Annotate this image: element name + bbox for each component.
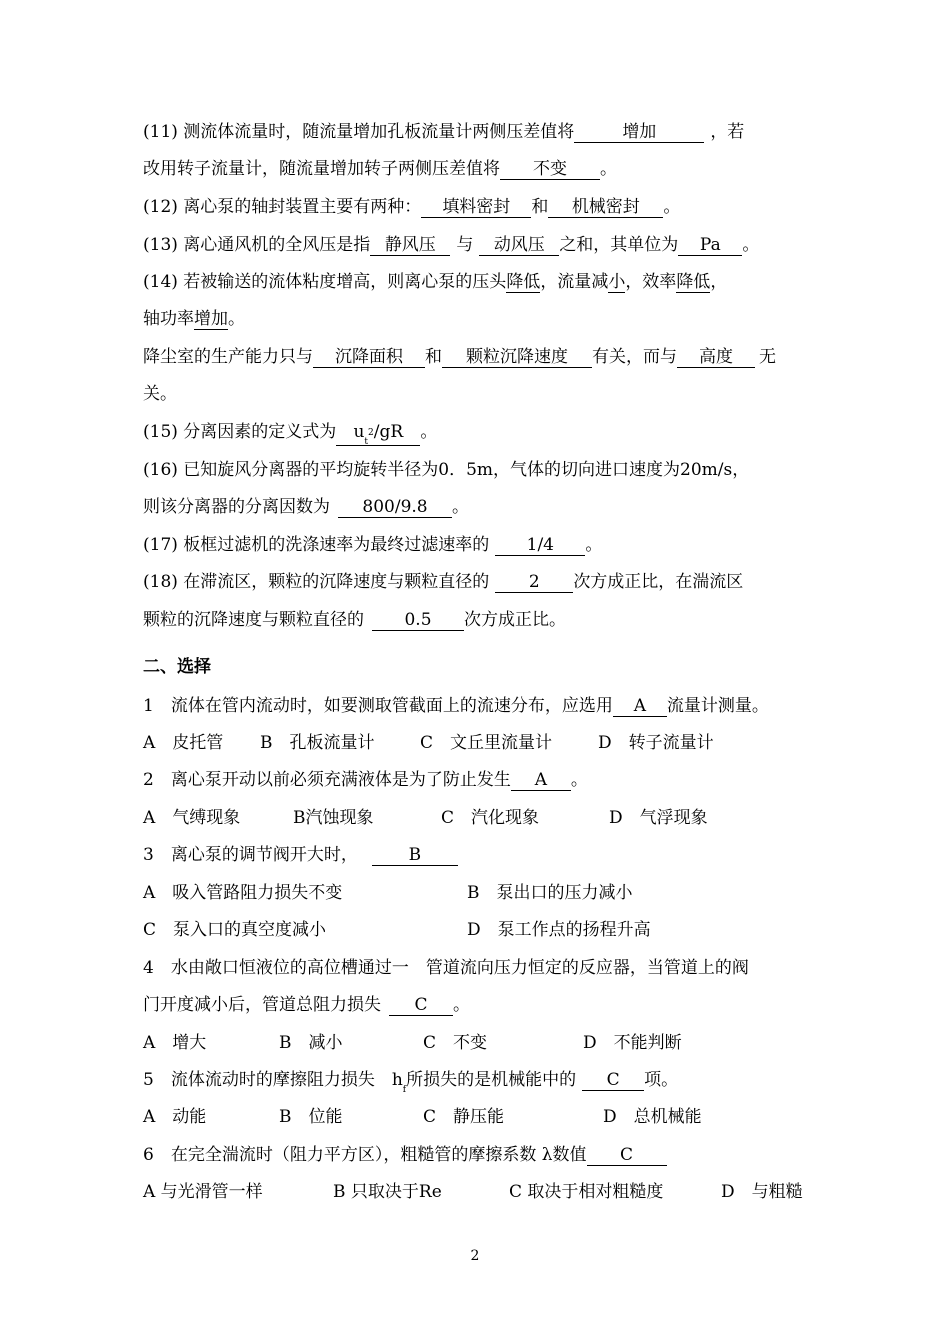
choice-6-options: A 与光滑管一样 B 只取决于Re C 取决于相对粗糙度 D 与粗糙 <box>143 1182 803 1202</box>
choice-1-options: A 皮托管 B 孔板流量计 C 文丘里流量计 D 转子流量计 <box>143 733 714 753</box>
q12-answer-1: 填料密封 <box>421 197 531 218</box>
choice-4-line2: 门开度减小后，管道总阻力损失 C 。 <box>143 995 470 1015</box>
choice-6-answer: C <box>587 1145 667 1166</box>
dust-answer-3: 高度 <box>677 347 755 368</box>
choice-2-options: A 气缚现象 B汽蚀现象 C 汽化现象 D 气浮现象 <box>143 808 708 828</box>
choice-4-answer: C <box>389 995 453 1016</box>
choice-4-options: A 增大 B 减小 C 不变 D 不能判断 <box>143 1033 682 1053</box>
section-heading: 二、选择 <box>143 657 211 677</box>
q16-answer: 800/9.8 <box>338 497 452 518</box>
dust-line1: 降尘室的生产能力只与 沉降面积 和 颗粒沉降速度 有关，而与 高度 无 <box>143 347 776 367</box>
q15-answer: $u_t2/gR$ <box>336 422 420 446</box>
q11-answer-2: 不变 <box>500 159 600 180</box>
q18-answer-1: 2 <box>495 572 573 593</box>
q14-answer-2: 小 <box>608 272 626 292</box>
choice-4-line1: 4 水由敞口恒液位的高位槽通过一 管道流向压力恒定的反应器，当管道上的阀 <box>143 958 749 978</box>
choice-3-options-row2: C 泵入口的真空度减小 D 泵工作点的扬程升高 <box>143 920 651 940</box>
choice-3-answer: B <box>372 845 458 866</box>
choice-5-options: A 动能 B 位能 C 静压能 D 总机械能 <box>143 1107 702 1127</box>
choice-3-options-row1: A 吸入管路阻力损失不变 B 泵出口的压力减小 <box>143 883 633 903</box>
q16-line2: 则该分离器的分离因数为 800/9.8 。 <box>143 497 469 517</box>
choice-1-answer: A <box>613 696 667 717</box>
choice-5-answer: C <box>582 1070 644 1091</box>
q14-answer-3: 降低 <box>676 272 711 292</box>
q13-answer-2: 动风压 <box>479 235 559 256</box>
q18-line2: 颗粒的沉降速度与颗粒直径的 0.5 次方成正比。 <box>143 610 566 630</box>
dust-line2: 关。 <box>143 384 177 404</box>
q13-answer-3: Pa <box>678 235 742 256</box>
q11-line2: 改用转子流量计，随流量增加转子两侧压差值将 不变 。 <box>143 159 617 179</box>
q14-answer-1: 降低 <box>506 272 541 292</box>
q18-line1: (18) 在滞流区，颗粒的沉降速度与颗粒直径的 2 次方成正比，在湍流区 <box>143 572 744 592</box>
dust-answer-1: 沉降面积 <box>313 347 425 368</box>
q15-line: (15) 分离因素的定义式为 $u_t2/gR$ 。 <box>143 422 438 447</box>
choice-2-question: 2 离心泵开动以前必须充满液体是为了防止发生 A 。 <box>143 770 588 790</box>
q13-answer-1: 静风压 <box>370 235 450 256</box>
page-number: 2 <box>470 1248 480 1264</box>
q12-line: (12) 离心泵的轴封装置主要有两种： 填料密封 和 机械密封 。 <box>143 197 681 217</box>
q13-line: (13) 离心通风机的全风压是指 静风压 与 动风压 之和，其单位为 Pa 。 <box>143 235 760 255</box>
q11-line1: (11) 测流体流量时，随流量增加孔板流量计两侧压差值将 增加 ，若 <box>143 122 745 142</box>
q14-line1: (14) 若被输送的流体粘度增高，则离心泵的压头降低，流量减小，效率降低， <box>143 272 728 292</box>
q12-answer-2: 机械密封 <box>548 197 663 218</box>
q16-line1: (16) 已知旋风分离器的平均旋转半径为0．5m，气体的切向进口速度为20m/s， <box>143 460 750 480</box>
choice-2-answer: A <box>511 770 571 791</box>
q17-answer: 1/4 <box>495 535 585 556</box>
q17-line: (17) 板框过滤机的洗涤速率为最终过滤速率的 1/4 。 <box>143 535 603 555</box>
dust-answer-2: 颗粒沉降速度 <box>442 347 592 368</box>
choice-5-question: 5 流体流动时的摩擦阻力损失 $h_f$所损失的是机械能中的 C 项。 <box>143 1070 679 1095</box>
q14-answer-4: 增加 <box>194 309 228 329</box>
choice-3-question: 3 离心泵的调节阀开大时， B <box>143 843 458 867</box>
choice-6-question: 6 在完全湍流时（阻力平方区），粗糙管的摩擦系数 λ数值 C <box>143 1143 667 1167</box>
q18-answer-2: 0.5 <box>372 610 464 631</box>
choice-1-question: 1 流体在管内流动时，如要测取管截面上的流速分布，应选用 A 流量计测量。 <box>143 696 769 716</box>
q14-line2: 轴功率增加。 <box>143 309 245 329</box>
q11-answer-1: 增加 <box>574 122 704 143</box>
